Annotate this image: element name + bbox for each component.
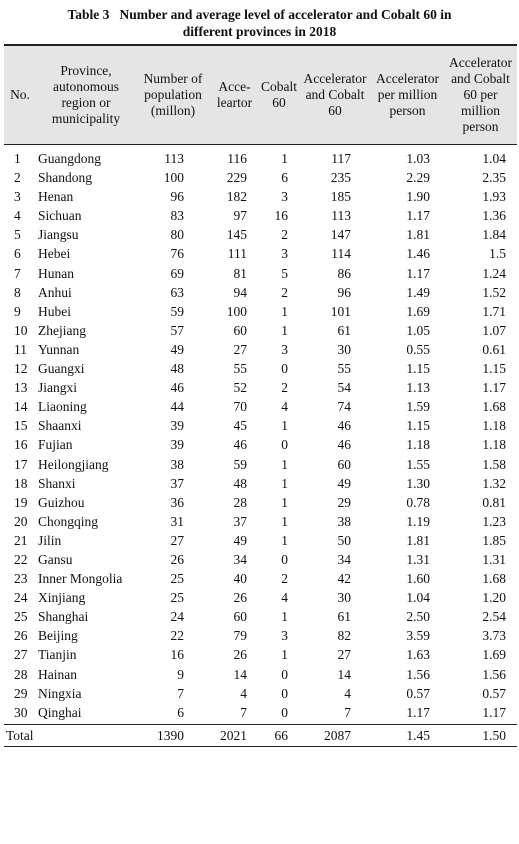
cell-acc-per-million: 1.81 — [406, 227, 430, 243]
cell-acc-cobalt-per-million: 1.68 — [482, 571, 506, 587]
cell-acc-cobalt-per-million: 2.35 — [482, 170, 506, 186]
cell-cobalt: 0 — [281, 551, 288, 567]
table-row — [4, 321, 517, 340]
cell-cobalt: 3 — [281, 341, 288, 357]
cell-no: 7 — [14, 265, 21, 281]
cell-acc-per-million: 1.55 — [406, 456, 430, 472]
cell-acc-cobalt: 55 — [337, 361, 351, 377]
cell-accelerator: 59 — [233, 456, 247, 472]
total-cobalt: 66 — [259, 724, 299, 746]
cell-province: Gansu — [38, 551, 73, 567]
cell-accelerator: 37 — [233, 513, 247, 529]
cell-acc-per-million: 1.17 — [406, 265, 430, 281]
cell-accelerator: 111 — [227, 246, 247, 262]
header-population: Number of population (millon) — [136, 45, 210, 145]
cell-province: Shanghai — [38, 609, 89, 625]
total-acc-cobalt: 2087 — [299, 724, 371, 746]
cell-cobalt: 1 — [281, 609, 288, 625]
cell-accelerator: 79 — [233, 628, 247, 644]
cell-acc-cobalt-per-million: 1.56 — [482, 666, 506, 682]
cell-population: 113 — [164, 151, 184, 166]
header-accelerator: Acce-leartor — [210, 45, 259, 145]
header-acc-cobalt-per-million: Accelerator and Cobalt 60 per million person — [444, 45, 517, 145]
table-row — [4, 512, 517, 531]
cell-province: Yunnan — [38, 341, 80, 357]
cell-acc-per-million: 2.29 — [406, 170, 430, 186]
cell-province: Heilongjiang — [38, 456, 109, 472]
cell-province: Zhejiang — [38, 322, 86, 338]
cell-cobalt: 5 — [281, 265, 288, 281]
cell-no: 1 — [14, 151, 21, 166]
cell-acc-cobalt: 30 — [337, 590, 351, 606]
cell-accelerator: 45 — [233, 418, 247, 434]
cell-population: 7 — [177, 685, 184, 701]
caption-line-1: Table 3 Number and average level of accelerator and Cobalt 60 in — [67, 7, 452, 22]
cell-accelerator: 49 — [233, 532, 247, 548]
cell-population: 16 — [170, 647, 184, 663]
cell-accelerator: 145 — [226, 227, 247, 243]
cell-population: 63 — [170, 284, 184, 300]
cell-no: 2 — [14, 170, 21, 186]
cell-acc-cobalt: 54 — [337, 380, 351, 396]
cell-no: 13 — [14, 380, 28, 396]
cell-population: 27 — [170, 532, 184, 548]
cell-acc-cobalt: 147 — [330, 227, 351, 243]
cell-no: 15 — [14, 418, 28, 434]
table-row — [4, 665, 517, 684]
cell-province: Jiangsu — [38, 227, 79, 243]
cell-acc-cobalt: 50 — [337, 532, 351, 548]
cell-population: 6 — [177, 704, 184, 720]
cell-accelerator: 81 — [233, 265, 247, 281]
cell-province: Hainan — [38, 666, 77, 682]
cell-population: 39 — [170, 437, 184, 453]
table-row — [4, 588, 517, 607]
cell-acc-cobalt: 29 — [337, 494, 351, 510]
total-label: Total — [4, 724, 36, 746]
cell-acc-cobalt: 7 — [344, 704, 351, 720]
cell-population: 44 — [170, 399, 184, 415]
cell-acc-per-million: 1.49 — [406, 284, 430, 300]
cell-province: Guangdong — [38, 151, 101, 166]
cell-population: 83 — [170, 208, 184, 224]
cell-accelerator: 60 — [233, 609, 247, 625]
cell-acc-cobalt: 74 — [337, 399, 351, 415]
total-row — [4, 724, 517, 746]
cell-province: Qinghai — [38, 704, 82, 720]
cell-no: 25 — [14, 609, 28, 625]
cell-acc-cobalt-per-million: 1.71 — [482, 303, 506, 319]
cell-cobalt: 1 — [281, 322, 288, 338]
cell-cobalt: 3 — [281, 628, 288, 644]
cell-population: 69 — [170, 265, 184, 281]
cell-province: Xinjiang — [38, 590, 86, 606]
table-row — [4, 397, 517, 416]
cell-accelerator: 34 — [233, 551, 247, 567]
cell-acc-per-million: 1.59 — [406, 399, 430, 415]
cell-acc-cobalt: 42 — [337, 571, 351, 587]
header-row — [4, 45, 517, 145]
cell-population: 36 — [170, 494, 184, 510]
cell-cobalt: 0 — [281, 704, 288, 720]
cell-acc-per-million: 0.55 — [406, 341, 430, 357]
cell-province: Sichuan — [38, 208, 82, 224]
cell-acc-cobalt-per-million: 1.18 — [482, 437, 506, 453]
cell-no: 27 — [14, 647, 28, 663]
cell-acc-cobalt: 82 — [337, 628, 351, 644]
cell-cobalt: 1 — [281, 418, 288, 434]
cell-acc-cobalt: 185 — [330, 189, 351, 205]
cell-no: 9 — [14, 303, 21, 319]
cell-accelerator: 116 — [227, 151, 247, 166]
cell-population: 46 — [170, 380, 184, 396]
cell-acc-per-million: 1.05 — [406, 322, 430, 338]
cell-no: 30 — [14, 704, 28, 720]
cell-acc-per-million: 1.04 — [406, 590, 430, 606]
cell-cobalt: 1 — [281, 151, 288, 166]
cell-accelerator: 40 — [233, 571, 247, 587]
cell-province: Tianjin — [38, 647, 77, 663]
table-row — [4, 244, 517, 263]
cell-no: 22 — [14, 551, 28, 567]
table-row — [4, 378, 517, 397]
cell-population: 25 — [170, 571, 184, 587]
cell-no: 24 — [14, 590, 28, 606]
cell-cobalt: 3 — [281, 246, 288, 262]
cell-population: 59 — [170, 303, 184, 319]
cell-cobalt: 1 — [281, 303, 288, 319]
cell-no: 26 — [14, 628, 28, 644]
cell-no: 11 — [14, 341, 27, 357]
cell-acc-cobalt: 60 — [337, 456, 351, 472]
cell-no: 8 — [14, 284, 21, 300]
cell-accelerator: 14 — [233, 666, 247, 682]
header-province: Province, autonomous region or municipality — [36, 45, 136, 145]
table-body — [4, 145, 517, 725]
cell-acc-cobalt-per-million: 0.61 — [482, 341, 506, 357]
cell-population: 22 — [170, 628, 184, 644]
cell-no: 17 — [14, 456, 28, 472]
cell-acc-cobalt: 38 — [337, 513, 351, 529]
cell-no: 14 — [14, 399, 28, 415]
cell-cobalt: 1 — [281, 475, 288, 491]
cell-accelerator: 26 — [233, 590, 247, 606]
cell-province: Shanxi — [38, 475, 76, 491]
cell-acc-cobalt: 49 — [337, 475, 351, 491]
cell-acc-per-million: 1.30 — [406, 475, 430, 491]
header-acc-per-million: Accelerator per million person — [371, 45, 444, 145]
header-acc-cobalt: Accelerator and Cobalt 60 — [299, 45, 371, 145]
cell-population: 57 — [170, 322, 184, 338]
cell-cobalt: 2 — [281, 571, 288, 587]
cell-cobalt: 0 — [281, 685, 288, 701]
cell-province: Jilin — [38, 532, 62, 548]
cell-no: 4 — [14, 208, 21, 224]
cell-acc-cobalt-per-million: 1.07 — [482, 322, 506, 338]
cell-acc-cobalt: 46 — [337, 437, 351, 453]
cell-acc-per-million: 1.31 — [406, 551, 430, 567]
cell-acc-per-million: 0.57 — [406, 685, 430, 701]
table-row — [4, 416, 517, 435]
table-row — [4, 493, 517, 512]
cell-acc-cobalt-per-million: 0.57 — [482, 685, 506, 701]
cell-population: 39 — [170, 418, 184, 434]
total-acc-per-million: 1.45 — [371, 724, 444, 746]
cell-acc-per-million: 1.19 — [406, 513, 430, 529]
table-row — [4, 531, 517, 550]
cell-accelerator: 48 — [233, 475, 247, 491]
table-row — [4, 225, 517, 244]
cell-province: Hunan — [38, 265, 74, 281]
table-container — [4, 44, 517, 747]
cell-acc-cobalt-per-million: 0.81 — [482, 494, 506, 510]
cell-cobalt: 2 — [281, 284, 288, 300]
cell-accelerator: 55 — [233, 361, 247, 377]
cell-acc-per-million: 3.59 — [406, 628, 430, 644]
table-row — [4, 626, 517, 645]
cell-cobalt: 2 — [281, 380, 288, 396]
table-row — [4, 435, 517, 454]
cell-accelerator: 70 — [233, 399, 247, 415]
cell-no: 10 — [14, 322, 28, 338]
cell-no: 16 — [14, 437, 28, 453]
cell-province: Henan — [38, 189, 74, 205]
cell-acc-cobalt: 96 — [337, 284, 351, 300]
cell-acc-cobalt-per-million: 1.04 — [482, 151, 506, 166]
cell-province: Guangxi — [38, 361, 85, 377]
cell-cobalt: 4 — [281, 590, 288, 606]
cell-acc-cobalt: 61 — [337, 609, 351, 625]
table-row — [4, 645, 517, 664]
cell-accelerator: 7 — [240, 704, 247, 720]
cell-acc-cobalt-per-million: 3.73 — [482, 628, 506, 644]
cell-province: Guizhou — [38, 494, 85, 510]
cell-acc-cobalt-per-million: 1.18 — [482, 418, 506, 434]
cell-cobalt: 1 — [281, 647, 288, 663]
cell-acc-per-million: 1.15 — [406, 418, 430, 434]
cell-acc-per-million: 1.60 — [406, 571, 430, 587]
cell-acc-per-million: 1.15 — [406, 361, 430, 377]
table-row — [4, 302, 517, 321]
cell-population: 25 — [170, 590, 184, 606]
cell-population: 38 — [170, 456, 184, 472]
cell-acc-per-million: 1.56 — [406, 666, 430, 682]
cell-accelerator: 94 — [233, 284, 247, 300]
cell-accelerator: 60 — [233, 322, 247, 338]
cell-cobalt: 1 — [281, 532, 288, 548]
cell-acc-cobalt-per-million: 1.84 — [482, 227, 506, 243]
cell-acc-cobalt: 27 — [337, 647, 351, 663]
cell-acc-cobalt-per-million: 1.36 — [482, 208, 506, 224]
cell-acc-cobalt: 86 — [337, 265, 351, 281]
cell-cobalt: 4 — [281, 399, 288, 415]
cell-acc-cobalt-per-million: 1.23 — [482, 513, 506, 529]
cell-no: 3 — [14, 189, 21, 205]
cell-acc-cobalt-per-million: 1.32 — [482, 475, 506, 491]
cell-population: 100 — [163, 170, 184, 186]
table-row — [4, 264, 517, 283]
cell-acc-per-million: 1.81 — [406, 532, 430, 548]
cell-cobalt: 16 — [274, 208, 288, 224]
cell-acc-cobalt: 117 — [331, 151, 351, 166]
cell-population: 9 — [177, 666, 184, 682]
cell-acc-cobalt-per-million: 1.15 — [482, 361, 506, 377]
cell-acc-per-million: 1.69 — [406, 303, 430, 319]
cell-accelerator: 26 — [233, 647, 247, 663]
table-row — [4, 684, 517, 703]
cell-population: 76 — [170, 246, 184, 262]
cell-acc-cobalt-per-million: 1.52 — [482, 284, 506, 300]
cell-acc-per-million: 1.03 — [406, 151, 430, 166]
cell-acc-cobalt-per-million: 1.20 — [482, 590, 506, 606]
table-row — [4, 569, 517, 588]
cell-province: Chongqing — [38, 513, 99, 529]
cell-acc-per-million: 1.63 — [406, 647, 430, 663]
cell-acc-cobalt-per-million: 1.69 — [482, 647, 506, 663]
cell-population: 96 — [170, 189, 184, 205]
table-caption — [0, 0, 519, 38]
cell-acc-per-million: 1.90 — [406, 189, 430, 205]
table-row — [4, 283, 517, 302]
table-row — [4, 607, 517, 626]
cell-acc-cobalt: 30 — [337, 341, 351, 357]
table-row — [4, 145, 517, 169]
cell-no: 19 — [14, 494, 28, 510]
cell-accelerator: 182 — [226, 189, 247, 205]
cell-acc-cobalt: 61 — [337, 322, 351, 338]
cell-acc-cobalt-per-million: 1.93 — [482, 189, 506, 205]
cell-acc-cobalt-per-million: 1.24 — [482, 265, 506, 281]
cell-cobalt: 1 — [281, 456, 288, 472]
cell-acc-per-million: 1.13 — [406, 380, 430, 396]
cell-acc-cobalt: 101 — [330, 303, 351, 319]
cell-acc-per-million: 0.78 — [406, 494, 430, 510]
cell-no: 20 — [14, 513, 28, 529]
cell-cobalt: 0 — [281, 437, 288, 453]
total-population: 1390 — [136, 724, 210, 746]
cell-province: Ningxia — [38, 685, 82, 701]
cell-province: Liaoning — [38, 399, 87, 415]
cell-province: Hebei — [38, 246, 71, 262]
cell-acc-cobalt: 34 — [337, 551, 351, 567]
table-row — [4, 359, 517, 378]
cell-no: 5 — [14, 227, 21, 243]
table-row — [4, 474, 517, 493]
cell-no: 23 — [14, 571, 28, 587]
table-row — [4, 206, 517, 225]
cell-acc-cobalt: 113 — [331, 208, 351, 224]
cell-population: 37 — [170, 475, 184, 491]
cell-acc-cobalt-per-million: 1.31 — [482, 551, 506, 567]
cell-population: 31 — [170, 513, 184, 529]
cell-acc-cobalt-per-million: 1.17 — [482, 704, 506, 720]
cell-population: 26 — [170, 551, 184, 567]
header-no: No. — [4, 45, 36, 145]
cell-population: 48 — [170, 361, 184, 377]
cell-accelerator: 100 — [226, 303, 247, 319]
cell-population: 49 — [170, 341, 184, 357]
cell-acc-cobalt-per-million: 1.17 — [482, 380, 506, 396]
cell-acc-cobalt-per-million: 2.54 — [482, 609, 506, 625]
cell-acc-cobalt: 4 — [344, 685, 351, 701]
cell-acc-per-million: 1.17 — [406, 208, 430, 224]
cell-cobalt: 1 — [281, 513, 288, 529]
cell-acc-cobalt-per-million: 1.85 — [482, 532, 506, 548]
caption-line-2: different provinces in 2018 — [182, 24, 337, 39]
table-row — [4, 187, 517, 206]
cell-accelerator: 52 — [233, 380, 247, 396]
cell-acc-per-million: 2.50 — [406, 609, 430, 625]
cell-acc-cobalt: 235 — [330, 170, 351, 186]
cell-no: 29 — [14, 685, 28, 701]
cell-no: 28 — [14, 666, 28, 682]
cell-no: 6 — [14, 246, 21, 262]
cell-cobalt: 2 — [281, 227, 288, 243]
total-acc-cobalt-per-million: 1.50 — [444, 724, 517, 746]
header-cobalt: Cobalt 60 — [259, 45, 299, 145]
cell-cobalt: 3 — [281, 189, 288, 205]
table-row — [4, 703, 517, 725]
table-row — [4, 550, 517, 569]
table-row — [4, 455, 517, 474]
cell-population: 24 — [170, 609, 184, 625]
cell-accelerator: 27 — [233, 341, 247, 357]
cell-acc-cobalt: 46 — [337, 418, 351, 434]
cell-accelerator: 97 — [233, 208, 247, 224]
cell-province: Jiangxi — [38, 380, 77, 396]
cell-population: 80 — [170, 227, 184, 243]
cell-cobalt: 6 — [281, 170, 288, 186]
cell-province: Anhui — [38, 284, 72, 300]
table-row — [4, 340, 517, 359]
cell-province: Beijing — [38, 628, 78, 644]
cell-acc-per-million: 1.46 — [406, 246, 430, 262]
cell-cobalt: 0 — [281, 666, 288, 682]
cell-acc-cobalt-per-million: 1.5 — [489, 246, 506, 262]
cell-accelerator: 229 — [226, 170, 247, 186]
cell-province: Shaanxi — [38, 418, 82, 434]
total-accelerator: 2021 — [210, 724, 259, 746]
cell-province: Fujian — [38, 437, 73, 453]
cell-accelerator: 46 — [233, 437, 247, 453]
cell-acc-cobalt-per-million: 1.68 — [482, 399, 506, 415]
cell-province: Inner Mongolia — [38, 571, 123, 587]
cell-no: 12 — [14, 361, 28, 377]
cell-acc-cobalt: 114 — [331, 246, 351, 262]
cell-acc-cobalt: 14 — [337, 666, 351, 682]
cell-no: 21 — [14, 532, 28, 548]
data-table — [4, 44, 517, 747]
cell-accelerator: 28 — [233, 494, 247, 510]
cell-province: Hubei — [38, 303, 71, 319]
cell-cobalt: 1 — [281, 494, 288, 510]
cell-cobalt: 0 — [281, 361, 288, 377]
cell-no: 18 — [14, 475, 28, 491]
table-row — [4, 168, 517, 187]
total-province — [36, 724, 136, 746]
cell-acc-cobalt-per-million: 1.58 — [482, 456, 506, 472]
cell-province: Shandong — [38, 170, 92, 186]
cell-accelerator: 4 — [240, 685, 247, 701]
cell-acc-per-million: 1.18 — [406, 437, 430, 453]
cell-acc-per-million: 1.17 — [406, 704, 430, 720]
